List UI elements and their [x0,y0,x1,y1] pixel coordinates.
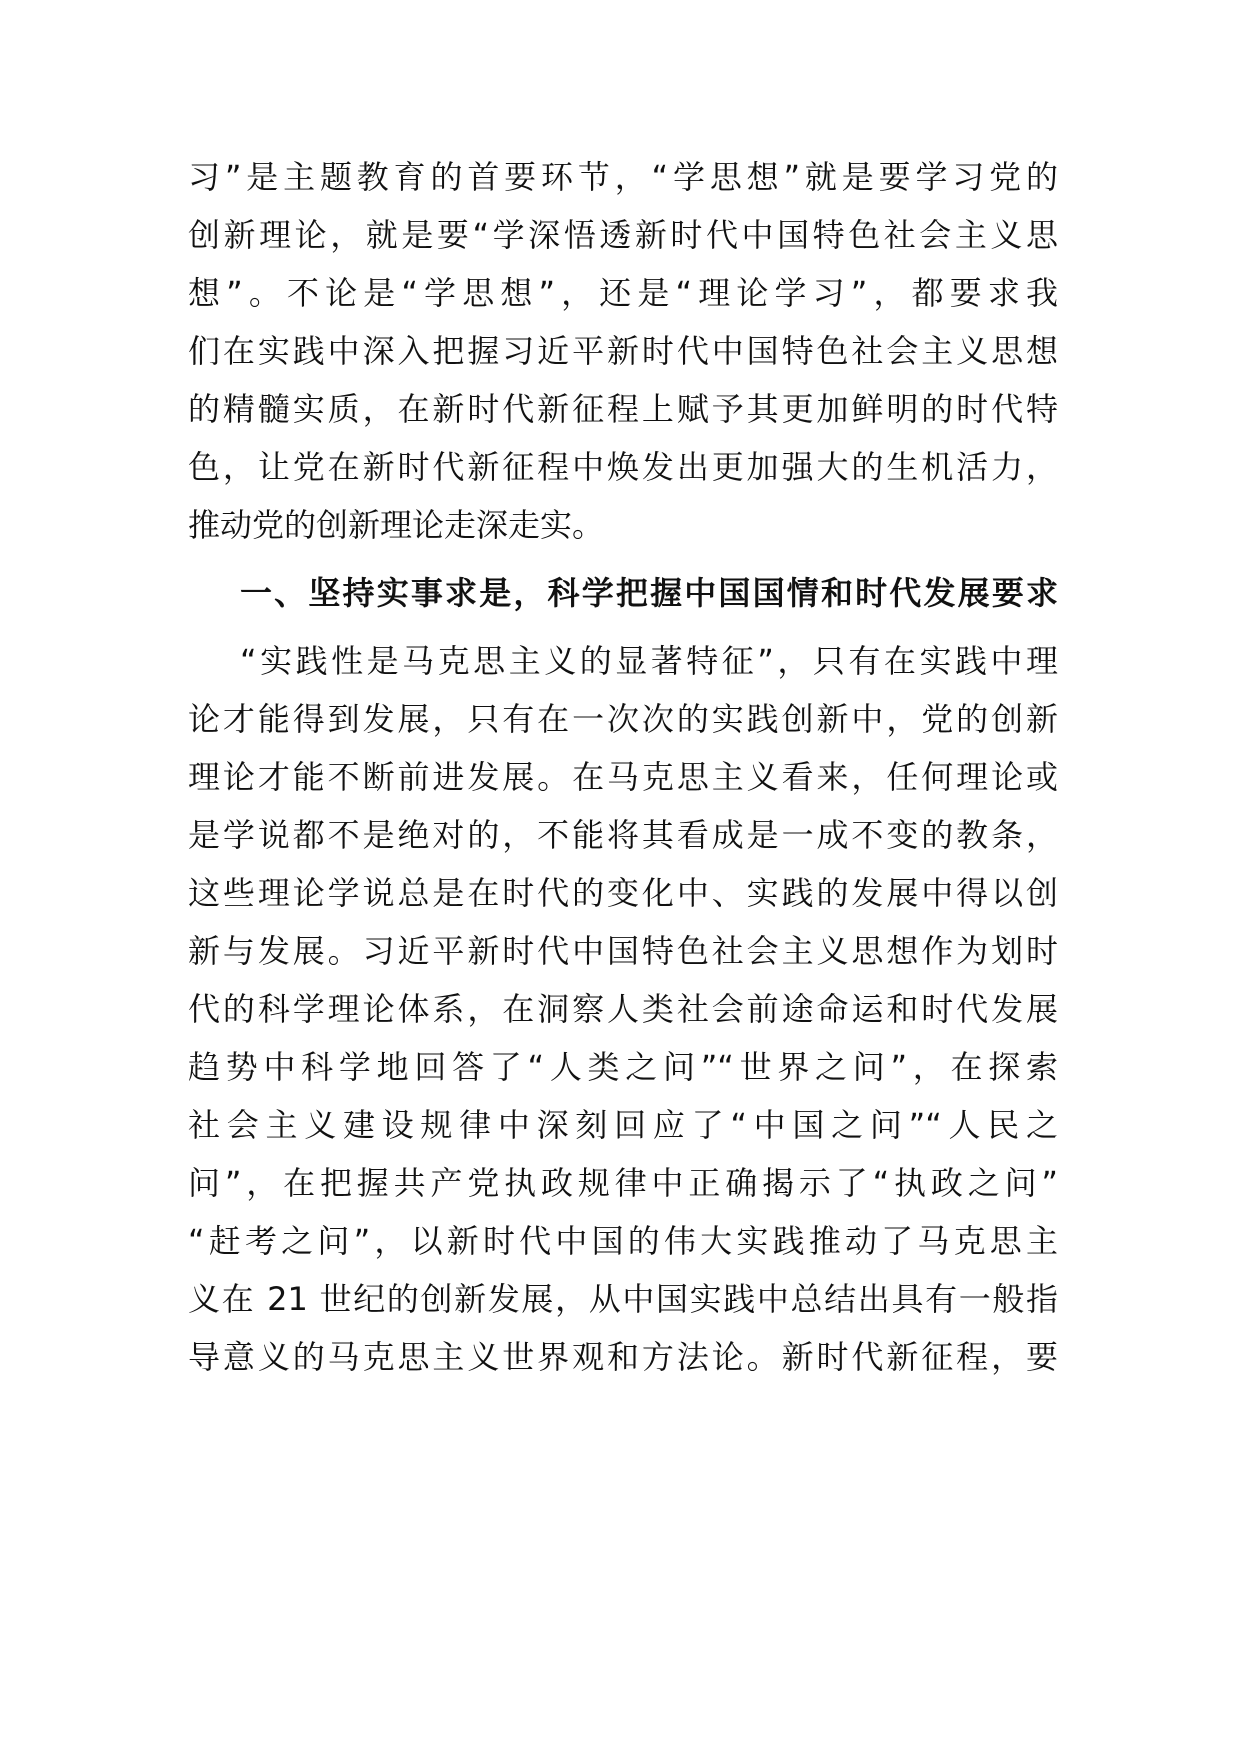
text-line: 想”。不论是“学思想”，还是“理论学习”，都要求我 [188,274,1058,312]
text-line: 色，让党在新时代新征程中焕发出更加强大的生机活力， [188,448,1058,486]
text-line: 创新理论，就是要“学深悟透新时代中国特色社会主义思 [188,216,1058,254]
text-line: 问”，在把握共产党执政规律中正确揭示了“执政之问” [188,1164,1058,1202]
text-line: 推动党的创新理论走深走实。 [188,506,605,544]
text-line: 理论才能不断前进发展。在马克思主义看来，任何理论或 [188,758,1058,796]
text-line: 社会主义建设规律中深刻回应了“中国之问”“人民之 [188,1106,1058,1144]
text-line: 代的科学理论体系，在洞察人类社会前途命运和时代发展 [188,990,1058,1028]
text-line: 义在 21 世纪的创新发展，从中国实践中总结出具有一般指 [188,1280,1058,1318]
text-line: 的精髓实质，在新时代新征程上赋予其更加鲜明的时代特 [188,390,1058,428]
text-line: 们在实践中深入把握习近平新时代中国特色社会主义思想 [188,332,1058,370]
text-line: 论才能得到发展，只有在一次次的实践创新中，党的创新 [188,700,1058,738]
text-line: “赶考之问”，以新时代中国的伟大实践推动了马克思主 [188,1222,1058,1260]
text-line: 新与发展。习近平新时代中国特色社会主义思想作为划时 [188,932,1058,970]
text-line: 习”是主题教育的首要环节，“学思想”就是要学习党的 [188,158,1058,196]
section-heading: 一、坚持实事求是，科学把握中国国情和时代发展要求 [240,574,1058,612]
text-line: 这些理论学说总是在时代的变化中、实践的发展中得以创 [188,874,1058,912]
text-line: “实践性是马克思主义的显著特征”，只有在实践中理 [240,642,1058,680]
text-line: 导意义的马克思主义世界观和方法论。新时代新征程，要 [188,1338,1058,1376]
text-line: 是学说都不是绝对的，不能将其看成是一成不变的教条， [188,816,1058,854]
text-line: 趋势中科学地回答了“人类之问”“世界之问”，在探索 [188,1048,1058,1086]
